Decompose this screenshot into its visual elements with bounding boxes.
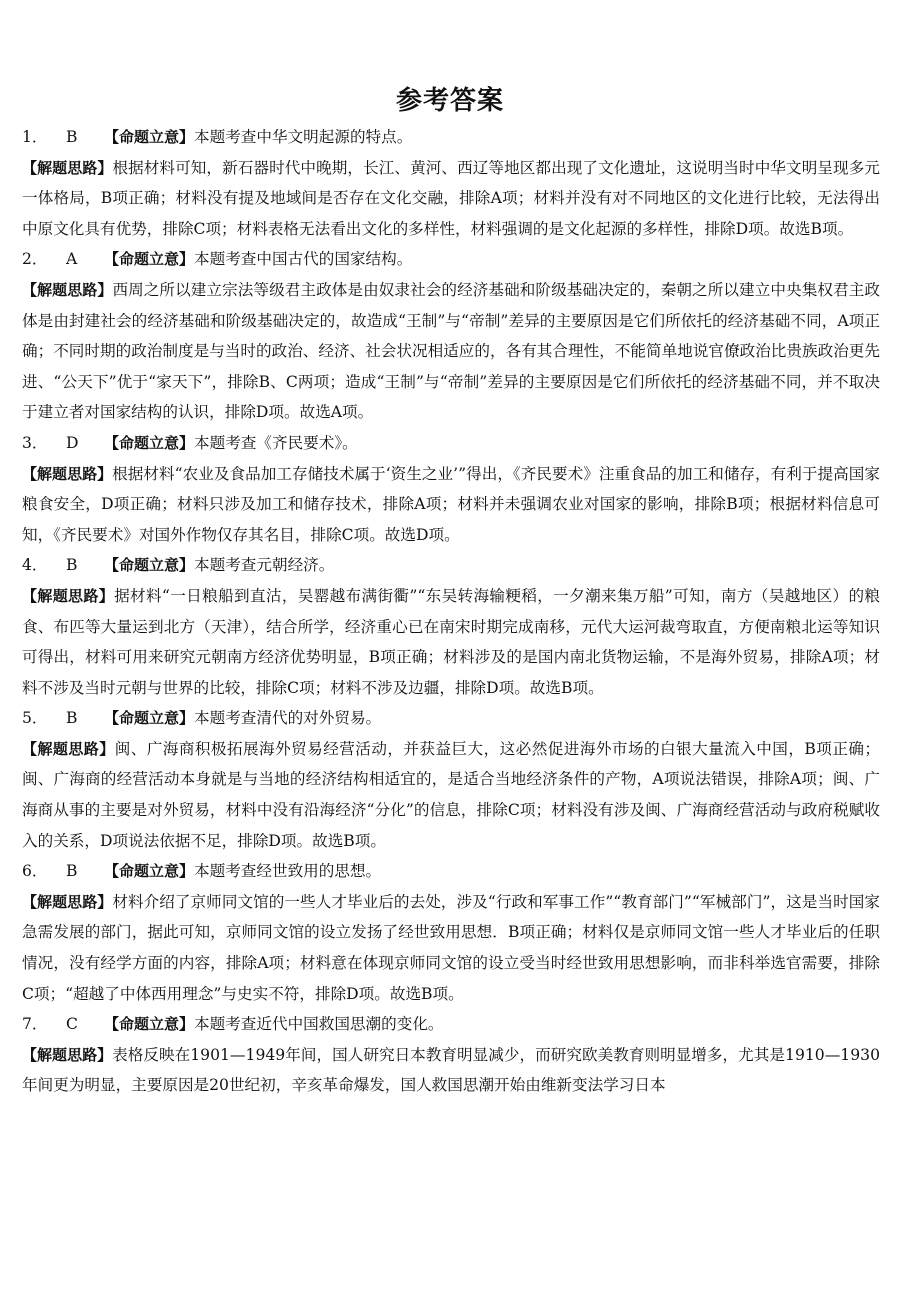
analysis-text: 根据材料可知，新石器时代中晚期，长江、黄河、西辽等地区都出现了文化遗址，这说明当时中华文明呈现多元一体格局，B项正确；材料没有提及地域间是否存在文化交融，排除A项；材料并没有对不同地区的文化进行比较，无法得出中原文化具有优势，排除C项；材料表格无法看出文化的多样性，材料强调的是文化起源的多样性，排除D项。故选B项。 (22, 158, 880, 238)
question-header (22, 1009, 880, 1040)
question-header (22, 122, 880, 153)
analysis-text: 据材料“一日粮船到直沽，吴罂越布满街衢”“东吴转海输粳稻，一夕潮来集万船”可知，南方（吴越地区）的粮食、布匹等大量运到北方（天津），结合所学，经济重心已在南宋时期完成南移，元代大运河裁弯取直，方便南粮北运等知识可得出，材料可用来研究元朝南方经济优势明显，B项正确；材料涉及的是国内南北货物运输，不是海外贸易，排除A项；材料不涉及当时元朝与世界的比较，排除C项；材料不涉及边疆，排除D项。故选B项。 (22, 586, 880, 697)
question-header (22, 550, 880, 581)
analysis-paragraph (22, 275, 880, 428)
question-number: 6． (22, 862, 48, 881)
analysis-paragraph (22, 581, 880, 703)
analysis-paragraph (22, 1040, 880, 1101)
question-1 (22, 122, 880, 244)
intent-text: 本题考查中华文明起源的特点。 (194, 128, 413, 146)
question-2 (22, 244, 880, 428)
answer-letter: B (66, 556, 78, 575)
question-5 (22, 703, 880, 856)
answer-letter: B (66, 709, 78, 728)
question-4 (22, 550, 880, 703)
analysis-text: 表格反映在1901—1949年间，国人研究日本教育明显减少，而研究欧美教育则明显增多，尤其是1910—1930年间更为明显，主要原因是20世纪初，辛亥革命爆发，国人救国思潮开始由维新变法学习日本 (22, 1045, 880, 1095)
question-7 (22, 1009, 880, 1101)
answer-letter: C (66, 1015, 78, 1034)
intent-text: 本题考查元朝经济。 (194, 556, 335, 575)
analysis-tag: 【解题思路】 (22, 892, 113, 911)
analysis-paragraph (22, 734, 880, 856)
intent-tag: 【命题立意】 (104, 250, 195, 269)
question-6 (22, 856, 880, 1009)
intent-text: 本题考查近代中国救国思潮的变化。 (194, 1015, 444, 1034)
intent-text: 本题考查《齐民要术》。 (194, 433, 358, 452)
analysis-paragraph (22, 153, 880, 245)
question-number: 4． (22, 556, 48, 575)
question-number: 2． (22, 250, 48, 269)
intent-tag: 【命题立意】 (104, 862, 195, 881)
intent-text: 本题考查中国古代的国家结构。 (194, 250, 413, 269)
intent-tag: 【命题立意】 (104, 709, 195, 728)
question-header (22, 244, 880, 275)
answer-letter: B (66, 128, 78, 146)
question-number: 1． (22, 128, 48, 146)
question-number: 3． (22, 433, 48, 452)
question-header (22, 856, 880, 887)
analysis-tag: 【解题思路】 (22, 586, 115, 605)
answer-letter: A (66, 250, 78, 269)
analysis-tag: 【解题思路】 (22, 739, 115, 758)
analysis-tag: 【解题思路】 (22, 1045, 113, 1064)
analysis-text: 材料介绍了京师同文馆的一些人才毕业后的去处，涉及“行政和军事工作”“教育部门”“军械部门”，这是当时国家急需发展的部门，据此可知，京师同文馆的设立发扬了经世致用思想．B项正确；材料仅是京师同文馆一些人才毕业后的任职情况，没有经学方面的内容，排除A项；材料意在体现京师同文馆的设立受当时经世致用思想影响，而非科举选官需要，排除C项；“超越了中体西用理念”与史实不符，排除D项。故选B项。 (22, 892, 880, 1003)
analysis-text: 西周之所以建立宗法等级君主政体是由奴隶社会的经济基础和阶级基础决定的，秦朝之所以建立中央集权君主政体是由封建社会的经济基础和阶级基础决定的，故造成“王制”与“帝制”差异的主要原因是它们所依托的经济基础不同，A项正确；不同时期的政治制度是与当时的政治、经济、社会状况相适应的，各有其合理性，不能简单地说官僚政治比贵族政治更先进、“公天下”优于“家天下”，排除B、C两项；造成“王制”与“帝制”差异的主要原因是它们所依托的经济基础不同，并不取决于建立者对国家结构的认识，排除D项。故选A项。 (22, 280, 880, 422)
question-number: 5． (22, 709, 48, 728)
analysis-text: 闽、广海商积极拓展海外贸易经营活动，并获益巨大，这必然促进海外市场的白银大量流入中国，B项正确；闽、广海商的经营活动本身就是与当地的经济结构相适宜的，是适合当地经济条件的产物，A项说法错误，排除A项；闽、广海商从事的主要是对外贸易，材料中没有沿海经济“分化”的信息，排除C项；材料没有涉及闽、广海商经营活动与政府税赋收入的关系，D项说法依据不足，排除D项。故选B项。 (22, 739, 880, 850)
analysis-paragraph (22, 887, 880, 1009)
analysis-tag: 【解题思路】 (22, 158, 113, 177)
analysis-tag: 【解题思路】 (22, 464, 113, 483)
page-title: 参考答案 (395, 86, 504, 116)
intent-tag: 【命题立意】 (104, 128, 195, 146)
analysis-text: 根据材料“农业及食品加工存储技术属于‘资生之业’”得出，《齐民要术》注重食品的加工和储存，有利于提高国家粮食安全，D项正确；材料只涉及加工和储存技术，排除A项；材料并未强调农业对国家的影响，排除B项；根据材料信息可知，《齐民要术》对国外作物仅存其名目，排除C项。故选D项。 (22, 464, 880, 544)
question-header (22, 703, 880, 734)
analysis-paragraph (22, 459, 880, 551)
intent-text: 本题考查清代的对外贸易。 (194, 709, 382, 728)
intent-tag: 【命题立意】 (104, 433, 195, 452)
answer-letter: B (66, 862, 78, 881)
answer-letter: D (66, 433, 79, 452)
intent-tag: 【命题立意】 (104, 1015, 195, 1034)
intent-text: 本题考查经世致用的思想。 (194, 862, 382, 881)
answer-list (22, 122, 880, 1101)
question-header (22, 428, 880, 459)
intent-tag: 【命题立意】 (104, 556, 195, 575)
question-3 (22, 428, 880, 550)
analysis-tag: 【解题思路】 (22, 280, 113, 299)
question-number: 7． (22, 1015, 48, 1034)
